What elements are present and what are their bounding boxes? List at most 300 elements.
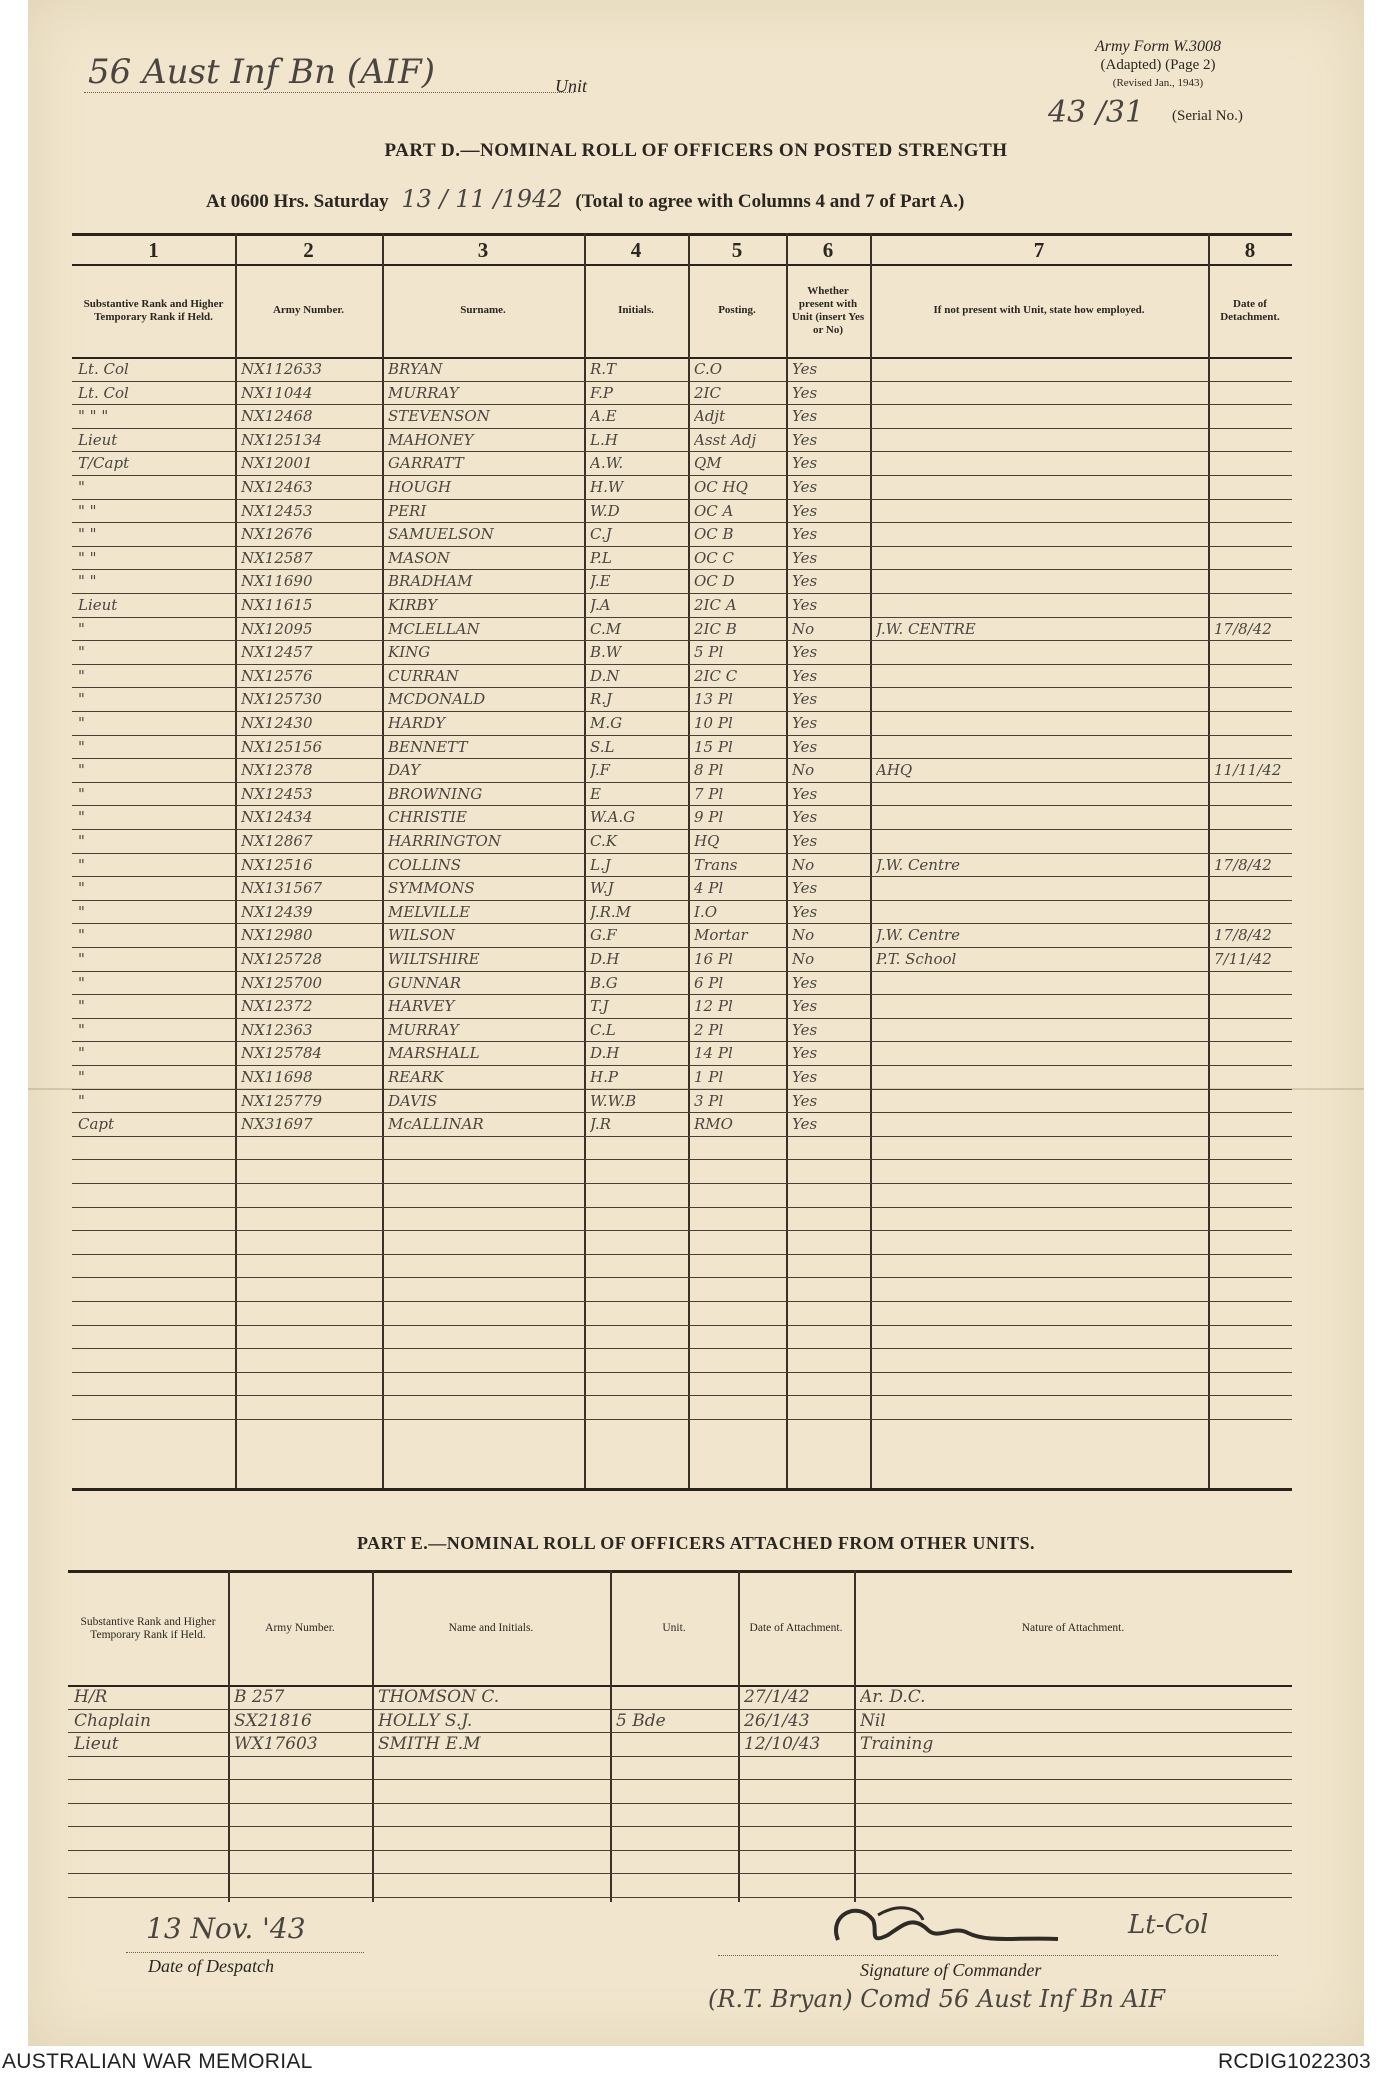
serial-label: (Serial No.): [1172, 108, 1243, 124]
row-line: [72, 1301, 1292, 1302]
table-cell: B.W: [590, 643, 622, 661]
table-cell: ": [78, 643, 85, 661]
table-cell: W.J: [590, 879, 614, 897]
table-cell: " ": [78, 525, 97, 543]
table-cell: 7/11/42: [1214, 950, 1272, 968]
table-cell: W.W.B: [590, 1092, 637, 1110]
table-cell: D.N: [590, 667, 620, 685]
table-cell: " ": [78, 572, 97, 590]
table-cell: Yes: [792, 1068, 818, 1086]
table-cell: [876, 429, 1204, 451]
table-cell: [1214, 641, 1288, 663]
table-cell: Yes: [792, 525, 818, 543]
table-cell: [1214, 877, 1288, 899]
table-cell: NX12516: [241, 856, 313, 874]
column-divider: [688, 233, 690, 1488]
table-cell: ": [78, 667, 85, 685]
table-cell: ": [78, 974, 85, 992]
table-cell: Yes: [792, 596, 818, 614]
table-cell: 2IC: [694, 384, 721, 402]
table-cell: [876, 830, 1204, 852]
table-cell: [876, 547, 1204, 569]
table-cell: NX125784: [241, 1044, 323, 1062]
table-cell: Yes: [792, 643, 818, 661]
table-cell: OC HQ: [694, 478, 748, 496]
table-cell: [876, 901, 1204, 923]
table-cell: NX12378: [241, 761, 313, 779]
table-cell: [1214, 429, 1288, 451]
table-cell: NX12453: [241, 502, 313, 520]
table-cell: Lt. Col: [78, 360, 129, 378]
table-cell: KIRBY: [388, 596, 438, 614]
table-cell: [876, 1113, 1204, 1135]
part-e-cell: Nil: [860, 1711, 886, 1731]
table-cell: [876, 570, 1204, 592]
table-cell: ": [78, 478, 85, 496]
table-cell: 3 Pl: [694, 1092, 724, 1110]
table-cell: ": [78, 879, 85, 897]
table-cell: H.P: [590, 1068, 618, 1086]
table-cell: 4 Pl: [694, 879, 724, 897]
column-number: 3: [477, 238, 489, 262]
table-cell: [1214, 736, 1288, 758]
table-cell: [876, 712, 1204, 734]
table-cell: NX11698: [241, 1068, 313, 1086]
row-line: [72, 1395, 1292, 1396]
table-cell: QM: [694, 454, 722, 472]
table-cell: NX12439: [241, 903, 313, 921]
table-cell: NX12001: [241, 454, 313, 472]
table-cell: C.M: [590, 620, 622, 638]
table-cell: D.H: [590, 1044, 620, 1062]
table-cell: ": [78, 856, 85, 874]
table-cell: NX31697: [241, 1115, 313, 1133]
table-cell: WILTSHIRE: [388, 950, 480, 968]
part-e-row-line: [68, 1873, 1292, 1874]
date-suffix: (Total to agree with Columns 4 and 7 of Part A.): [575, 191, 965, 212]
part-e-row-line: [68, 1826, 1292, 1827]
table-cell: [1214, 1090, 1288, 1112]
column-number: 1: [148, 238, 159, 262]
table-cell: [1214, 358, 1288, 380]
table-cell: SAMUELSON: [388, 525, 494, 543]
table-cell: 8 Pl: [694, 761, 724, 779]
table-cell: R.T: [590, 360, 617, 378]
row-line: [72, 1325, 1292, 1326]
table-cell: 16 Pl: [694, 950, 733, 968]
table-cell: 9 Pl: [694, 808, 724, 826]
table-cell: GARRATT: [388, 454, 464, 472]
despatch-label: Date of Despatch: [148, 1956, 274, 1976]
table-cell: 7 Pl: [694, 785, 724, 803]
table-cell: DAVIS: [388, 1092, 438, 1110]
table-cell: NX12463: [241, 478, 313, 496]
credit-right: RCDIG1022303: [1217, 2050, 1371, 2073]
table-cell: [1214, 476, 1288, 498]
row-line: [72, 1183, 1292, 1184]
table-cell: L.J: [590, 856, 611, 874]
table-cell: 14 Pl: [694, 1044, 733, 1062]
table-cell: Yes: [792, 431, 818, 449]
table-cell: [876, 405, 1204, 427]
table-cell: 2IC A: [694, 596, 737, 614]
table-cell: 17/8/42: [1214, 856, 1272, 874]
row-line: [72, 1207, 1292, 1208]
part-e-column-header: Army Number.: [265, 1622, 335, 1634]
table-cell: NX112633: [241, 360, 323, 378]
part-e-cell: Training: [860, 1734, 934, 1754]
table-cell: [1214, 1042, 1288, 1064]
table-cell: J.R: [590, 1115, 611, 1133]
table-cell: NX12980: [241, 926, 313, 944]
table-cell: ": [78, 690, 85, 708]
table-cell: [876, 1066, 1204, 1088]
table-cell: [1214, 452, 1288, 474]
table-cell: C.K: [590, 832, 617, 850]
table-cell: Lieut: [78, 431, 118, 449]
table-cell: [876, 358, 1204, 380]
table-cell: Lt. Col: [78, 384, 129, 402]
table-cell: [1214, 382, 1288, 404]
table-cell: [876, 1019, 1204, 1041]
table-cell: [1214, 570, 1288, 592]
table-cell: MAHONEY: [388, 431, 474, 449]
column-divider: [786, 233, 788, 1488]
table-cell: [1214, 972, 1288, 994]
table-cell: Yes: [792, 1092, 818, 1110]
table-cell: D.H: [590, 950, 620, 968]
table-cell: Yes: [792, 549, 818, 567]
table-cell: [1214, 1113, 1288, 1135]
table-cell: [1214, 688, 1288, 710]
table-cell: Yes: [792, 667, 818, 685]
table-cell: [1214, 995, 1288, 1017]
table-cell: NX125156: [241, 738, 323, 756]
table-cell: No: [792, 926, 815, 944]
table-cell: [1214, 523, 1288, 545]
table-cell: J.A: [590, 596, 611, 614]
table-cell: Yes: [792, 478, 818, 496]
part-e-cell: [616, 1733, 734, 1755]
table-cell: [876, 783, 1204, 805]
table-cell: [1214, 712, 1288, 734]
table-cell: L.H: [590, 431, 618, 449]
column-header: Substantive Rank and Higher Temporary Rank if Held.: [83, 297, 224, 323]
table-cell: Yes: [792, 808, 818, 826]
serial-value: 43 /31: [1048, 95, 1144, 130]
table-cell: HARRINGTON: [388, 832, 501, 850]
part-e-cell: B 257: [234, 1687, 285, 1707]
table-cell: SYMMONS: [388, 879, 475, 897]
column-number: 5: [731, 238, 743, 262]
table-cell: J.E: [590, 572, 611, 590]
table-cell: J.W. Centre: [876, 926, 961, 944]
part-e-cell: Chaplain: [74, 1711, 151, 1731]
table-cell: B.G: [590, 974, 618, 992]
table-cell: OC B: [694, 525, 734, 543]
form-sheet: [28, 0, 1364, 2046]
date-prefix: At 0600 Hrs. Saturday: [206, 191, 389, 212]
table-cell: Yes: [792, 832, 818, 850]
table-cell: [876, 452, 1204, 474]
form-number: Army Form W.3008: [1094, 38, 1222, 55]
table-cell: 15 Pl: [694, 738, 733, 756]
despatch-date: 13 Nov. '43: [146, 1912, 306, 1945]
column-divider: [1208, 233, 1210, 1488]
table-cell: Yes: [792, 974, 818, 992]
table-cell: 2IC C: [694, 667, 738, 685]
table-cell: 2 Pl: [694, 1021, 724, 1039]
table-cell: DAY: [388, 761, 421, 779]
table-cell: H.W: [590, 478, 624, 496]
column-header: Whether present with Unit (insert Yes or No): [791, 284, 865, 336]
column-number: 6: [822, 238, 834, 262]
table-cell: [876, 594, 1204, 616]
table-cell: " " ": [78, 407, 109, 425]
signature-label: Signature of Commander: [860, 1960, 1042, 1980]
table-cell: C.L: [590, 1021, 616, 1039]
table-cell: ": [78, 1092, 85, 1110]
row-line: [72, 1136, 1292, 1137]
table-cell: 10 Pl: [694, 714, 733, 732]
table-cell: [876, 523, 1204, 545]
table-cell: [876, 972, 1204, 994]
part-e-column-header: Substantive Rank and Higher Temporary Rank if Held.: [80, 1615, 216, 1641]
table-cell: ": [78, 832, 85, 850]
table-cell: Yes: [792, 1021, 818, 1039]
table-cell: ": [78, 926, 85, 944]
table-cell: J.F: [590, 761, 611, 779]
table-cell: T/Capt: [78, 454, 130, 472]
table-bottom-border: [72, 1488, 1292, 1491]
date-value: 13 / 11 /1942: [401, 185, 563, 213]
table-cell: Yes: [792, 502, 818, 520]
table-cell: HQ: [694, 832, 720, 850]
row-line: [72, 1277, 1292, 1278]
part-e-column-header: Unit.: [662, 1622, 686, 1634]
table-cell: BENNETT: [388, 738, 468, 756]
table-cell: [876, 688, 1204, 710]
row-line: [72, 1159, 1292, 1160]
table-cell: E: [590, 785, 601, 803]
column-divider: [382, 233, 384, 1488]
table-cell: Yes: [792, 785, 818, 803]
part-e-title: PART E.—NOMINAL ROLL OF OFFICERS ATTACHED FROM OTHER UNITS.: [357, 1533, 1035, 1553]
table-cell: T.J: [590, 997, 609, 1015]
table-cell: 17/8/42: [1214, 926, 1272, 944]
table-cell: HOUGH: [388, 478, 452, 496]
part-e-cell: WX17603: [234, 1734, 318, 1754]
table-cell: AHQ: [876, 761, 913, 779]
table-cell: RMO: [694, 1115, 733, 1133]
table-cell: No: [792, 761, 815, 779]
table-cell: W.A.G: [590, 808, 636, 826]
part-e-row-line: [68, 1803, 1292, 1804]
column-number: 8: [1244, 238, 1256, 262]
table-cell: J.W. CENTRE: [876, 620, 976, 638]
table-cell: [1214, 901, 1288, 923]
table-cell: " ": [78, 502, 97, 520]
table-cell: BRYAN: [388, 360, 443, 378]
table-cell: No: [792, 620, 815, 638]
row-line: [72, 1348, 1292, 1349]
table-cell: NX12587: [241, 549, 313, 567]
table-cell: NX12676: [241, 525, 313, 543]
row-line: [72, 1230, 1292, 1231]
signature-rank: Lt-Col: [1128, 1910, 1209, 1940]
table-cell: MURRAY: [388, 384, 459, 402]
table-cell: Yes: [792, 903, 818, 921]
table-cell: 13 Pl: [694, 690, 733, 708]
table-cell: Lieut: [78, 596, 118, 614]
table-cell: Mortar: [694, 926, 748, 944]
table-cell: ": [78, 761, 85, 779]
column-header: Surname.: [460, 304, 506, 316]
table-cell: 5 Pl: [694, 643, 724, 661]
table-cell: Yes: [792, 384, 818, 402]
table-cell: Asst Adj: [694, 431, 757, 449]
table-cell: J.R.M: [590, 903, 632, 921]
table-cell: STEVENSON: [388, 407, 490, 425]
table-cell: 17/8/42: [1214, 620, 1272, 638]
table-cell: NX12363: [241, 1021, 313, 1039]
unit-underline: [84, 92, 574, 93]
column-header: Posting.: [718, 304, 756, 316]
row-line: [72, 1372, 1292, 1373]
table-cell: ": [78, 808, 85, 826]
part-e-cell: 27/1/42: [744, 1687, 810, 1707]
table-cell: [1214, 1019, 1288, 1041]
part-e-cell: Ar. D.C.: [860, 1687, 926, 1707]
table-cell: NX125779: [241, 1092, 323, 1110]
table-cell: Yes: [792, 572, 818, 590]
table-cell: No: [792, 950, 815, 968]
table-cell: ": [78, 1068, 85, 1086]
unit-label: Unit: [555, 76, 588, 96]
table-cell: NX12576: [241, 667, 313, 685]
table-cell: [1214, 806, 1288, 828]
part-e-cell: SMITH E.M: [378, 1734, 481, 1754]
column-divider: [870, 233, 872, 1488]
part-e-row-line: [68, 1756, 1292, 1757]
table-cell: A.E: [590, 407, 617, 425]
table-cell: ": [78, 620, 85, 638]
table-cell: [876, 736, 1204, 758]
table-cell: [1214, 500, 1288, 522]
table-cell: C.O: [694, 360, 723, 378]
table-cell: Yes: [792, 879, 818, 897]
table-cell: [876, 995, 1204, 1017]
table-cell: NX12430: [241, 714, 313, 732]
part-e-cell: 5 Bde: [616, 1711, 666, 1731]
table-cell: HARDY: [388, 714, 446, 732]
table-cell: [1214, 594, 1288, 616]
unit-value: 56 Aust Inf Bn (AIF): [88, 52, 435, 92]
table-cell: [1214, 783, 1288, 805]
table-cell: NX125700: [241, 974, 323, 992]
table-cell: NX12095: [241, 620, 313, 638]
table-cell: [876, 500, 1204, 522]
table-cell: MELVILLE: [388, 903, 471, 921]
table-cell: Yes: [792, 1115, 818, 1133]
table-cell: J.W. Centre: [876, 856, 961, 874]
table-cell: PERI: [388, 502, 427, 520]
table-top-border: [72, 233, 1292, 236]
part-e-row-line: [68, 1779, 1292, 1780]
table-cell: ": [78, 1044, 85, 1062]
table-cell: Yes: [792, 714, 818, 732]
table-cell: [876, 476, 1204, 498]
table-cell: Yes: [792, 997, 818, 1015]
table-cell: 1 Pl: [694, 1068, 724, 1086]
part-e-cell: SX21816: [234, 1711, 312, 1731]
signature-name: (R.T. Bryan) Comd 56 Aust Inf Bn AIF: [708, 1985, 1165, 2013]
column-number: 2: [303, 238, 314, 262]
table-cell: MASON: [388, 549, 450, 567]
table-cell: ": [78, 738, 85, 756]
table-cell: G.F: [590, 926, 617, 944]
table-cell: ": [78, 903, 85, 921]
table-cell: KING: [388, 643, 431, 661]
table-cell: NX12468: [241, 407, 313, 425]
table-cell: [1214, 547, 1288, 569]
part-e-column-divider: [738, 1570, 740, 1902]
table-cell: COLLINS: [388, 856, 462, 874]
table-cell: [876, 877, 1204, 899]
table-cell: P.T. School: [876, 950, 957, 968]
table-cell: 6 Pl: [694, 974, 724, 992]
table-cell: C.J: [590, 525, 612, 543]
table-cell: NX12867: [241, 832, 313, 850]
part-e-row-line: [68, 1850, 1292, 1851]
table-cell: REARK: [388, 1068, 444, 1086]
table-cell: NX125134: [241, 431, 323, 449]
part-e-top-border: [68, 1570, 1292, 1573]
table-cell: R.J: [590, 690, 613, 708]
part-e-column-divider: [372, 1570, 374, 1902]
table-cell: Capt: [78, 1115, 115, 1133]
part-e-column-divider: [610, 1570, 612, 1902]
row-line: [72, 1254, 1292, 1255]
table-cell: MARSHALL: [388, 1044, 480, 1062]
table-cell: F.P: [590, 384, 613, 402]
table-cell: NX12372: [241, 997, 313, 1015]
table-cell: ": [78, 785, 85, 803]
table-cell: [876, 1042, 1204, 1064]
table-cell: NX131567: [241, 879, 323, 897]
table-cell: [876, 641, 1204, 663]
table-cell: S.L: [590, 738, 615, 756]
part-e-cell: [616, 1686, 734, 1708]
column-header: Army Number.: [272, 304, 345, 316]
column-header: Date of Detachment.: [1220, 297, 1280, 323]
part-d-title: PART D.—NOMINAL ROLL OF OFFICERS ON POSTED STRENGTH: [384, 140, 1008, 161]
table-cell: A.W.: [590, 454, 624, 472]
part-e-cell: Lieut: [74, 1734, 119, 1754]
table-cell: P.L: [590, 549, 612, 567]
despatch-underline: [126, 1952, 364, 1953]
column-divider: [584, 233, 586, 1488]
table-cell: NX125728: [241, 950, 323, 968]
part-e-cell: H/R: [74, 1687, 108, 1707]
table-cell: NX12453: [241, 785, 313, 803]
table-cell: [1214, 405, 1288, 427]
table-cell: NX12457: [241, 643, 313, 661]
table-cell: NX125730: [241, 690, 323, 708]
table-cell: MCLELLAN: [388, 620, 480, 638]
table-cell: NX11044: [241, 384, 313, 402]
table-cell: ": [78, 997, 85, 1015]
